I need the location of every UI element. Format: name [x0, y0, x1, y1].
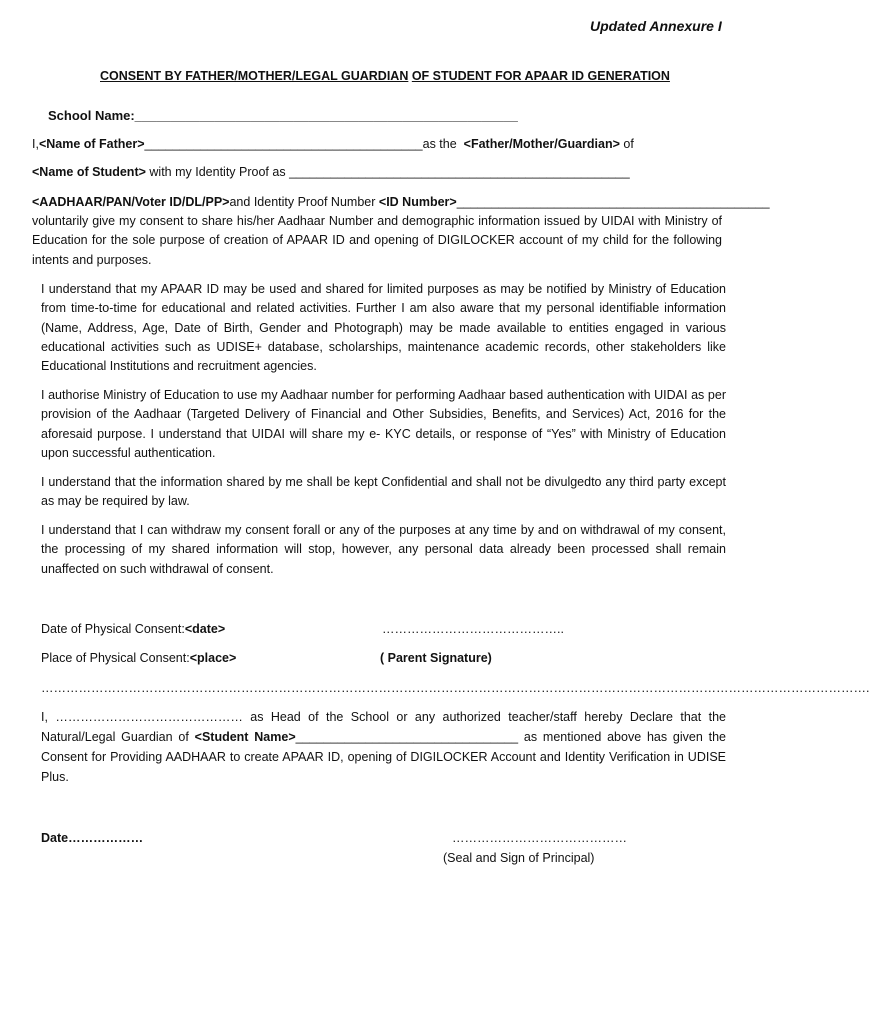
seal-label: (Seal and Sign of Principal) [443, 851, 595, 865]
identity-proof-text: with my Identity Proof as [149, 165, 286, 179]
clause-2: I authorise Ministry of Education to use my Aadhaar number for performing Aadhaar based authentication with UIDAI as per provision of the Aadhaar (Targeted Delivery of Financial and Other Subsidies, Benefits, and Services) Act, 2016 for the aforesaid purpose. I understand that UIDAI will share my e- KYC details, or response of “Yes” with Ministry of Education upon successful authentication. [41, 388, 726, 460]
id-number-text: and Identity Proof Number [229, 195, 376, 209]
physical-date-field: <date> [184, 622, 226, 636]
school-name-line: School Name:_____________________________________________________ [48, 108, 518, 123]
father-line [32, 136, 634, 152]
declaration-paragraph [41, 707, 726, 787]
title-part2: OF STUDENT FOR APAAR ID GENERATION [411, 69, 670, 83]
relation-field: <Father/Mother/Guardian> [463, 137, 620, 151]
clause-1: I understand that my APAAR ID may be used and shared for limited purposes as may be notified by Ministry of Education from time-to-time for educational and related activities. Further I am also aware that my personal identifiable information (Name, Address, Age, Date of Birth, Gender and Photograph) may be made available to entities engaged in various educational activities such as UDISE+ database, scholarships, maintenance academic records, other stakeholders like Educational Institutions and recruitment agencies. [41, 282, 726, 374]
declaration-suffix: as mentioned above has given the Consent for Providing AADHAAR to create APAAR ID, opening of DIGILOCKER Account and Identity Verification in UDISE Plus. [41, 730, 726, 784]
annexure-label: Updated Annexure I [590, 18, 722, 34]
of-text: of [623, 137, 634, 151]
form-title [100, 68, 670, 84]
declaration-prefix: I, ……………………………………… as Head of the School or any authorized teacher/staff hereby Declare that the Natural/Legal Guardian of [41, 710, 726, 744]
clause-4: I understand that I can withdraw my consent forall or any of the purposes at any time by and on withdrawal of my consent, the processing of my shared information will stop, however, any personal data already been processed shall remain unaffected on such withdrawal of consent. [41, 523, 726, 576]
id-line [32, 194, 770, 210]
physical-place-label: Place of Physical Consent: [41, 651, 190, 665]
physical-date [41, 621, 225, 637]
separator-dots: ………………………………………………………………………………………………………………………………………………………………………………. [41, 681, 869, 695]
title-part1: CONSENT BY FATHER/MOTHER/LEGAL GUARDIAN [100, 69, 409, 83]
parent-signature-dots: …………………………………….. [382, 622, 564, 636]
father-name-blank: ________________________________________ [144, 137, 423, 151]
physical-place [41, 650, 236, 666]
id-type-field: <AADHAAR/PAN/Voter ID/DL/PP> [32, 195, 230, 209]
as-the-text: as the [422, 137, 457, 151]
physical-place-field: <place> [189, 651, 237, 665]
father-name-field: <Name of Father> [38, 137, 145, 151]
id-number-blank: _____________________________________________ [456, 195, 770, 209]
father-prefix: I, [32, 137, 39, 151]
consent-paragraph: voluntarily give my consent to share his/her Aadhaar Number and demographic information issued by UIDAI with Ministry of Education for the sole purpose of creation of APAAR ID and opening of DIGILOCKER account of my child for the following intents and purposes. [32, 214, 722, 267]
clause-3: I understand that the information shared by me shall be kept Confidential and shall not be divulgedto any third party except as may be required by law. [41, 475, 726, 509]
student-line [32, 164, 630, 180]
parent-signature-label: ( Parent Signature) [380, 651, 492, 665]
id-number-field: <ID Number> [378, 195, 457, 209]
physical-date-label: Date of Physical Consent: [41, 622, 185, 636]
student-name-field: <Name of Student> [32, 165, 146, 179]
identity-proof-blank: _________________________________________________ [289, 165, 630, 179]
seal-dots: …………………………………… [452, 831, 627, 845]
declaration-blank: ________________________________ [295, 730, 519, 744]
footer-date: Date……………… [41, 831, 144, 845]
declaration-student-field: <Student Name> [194, 730, 296, 744]
